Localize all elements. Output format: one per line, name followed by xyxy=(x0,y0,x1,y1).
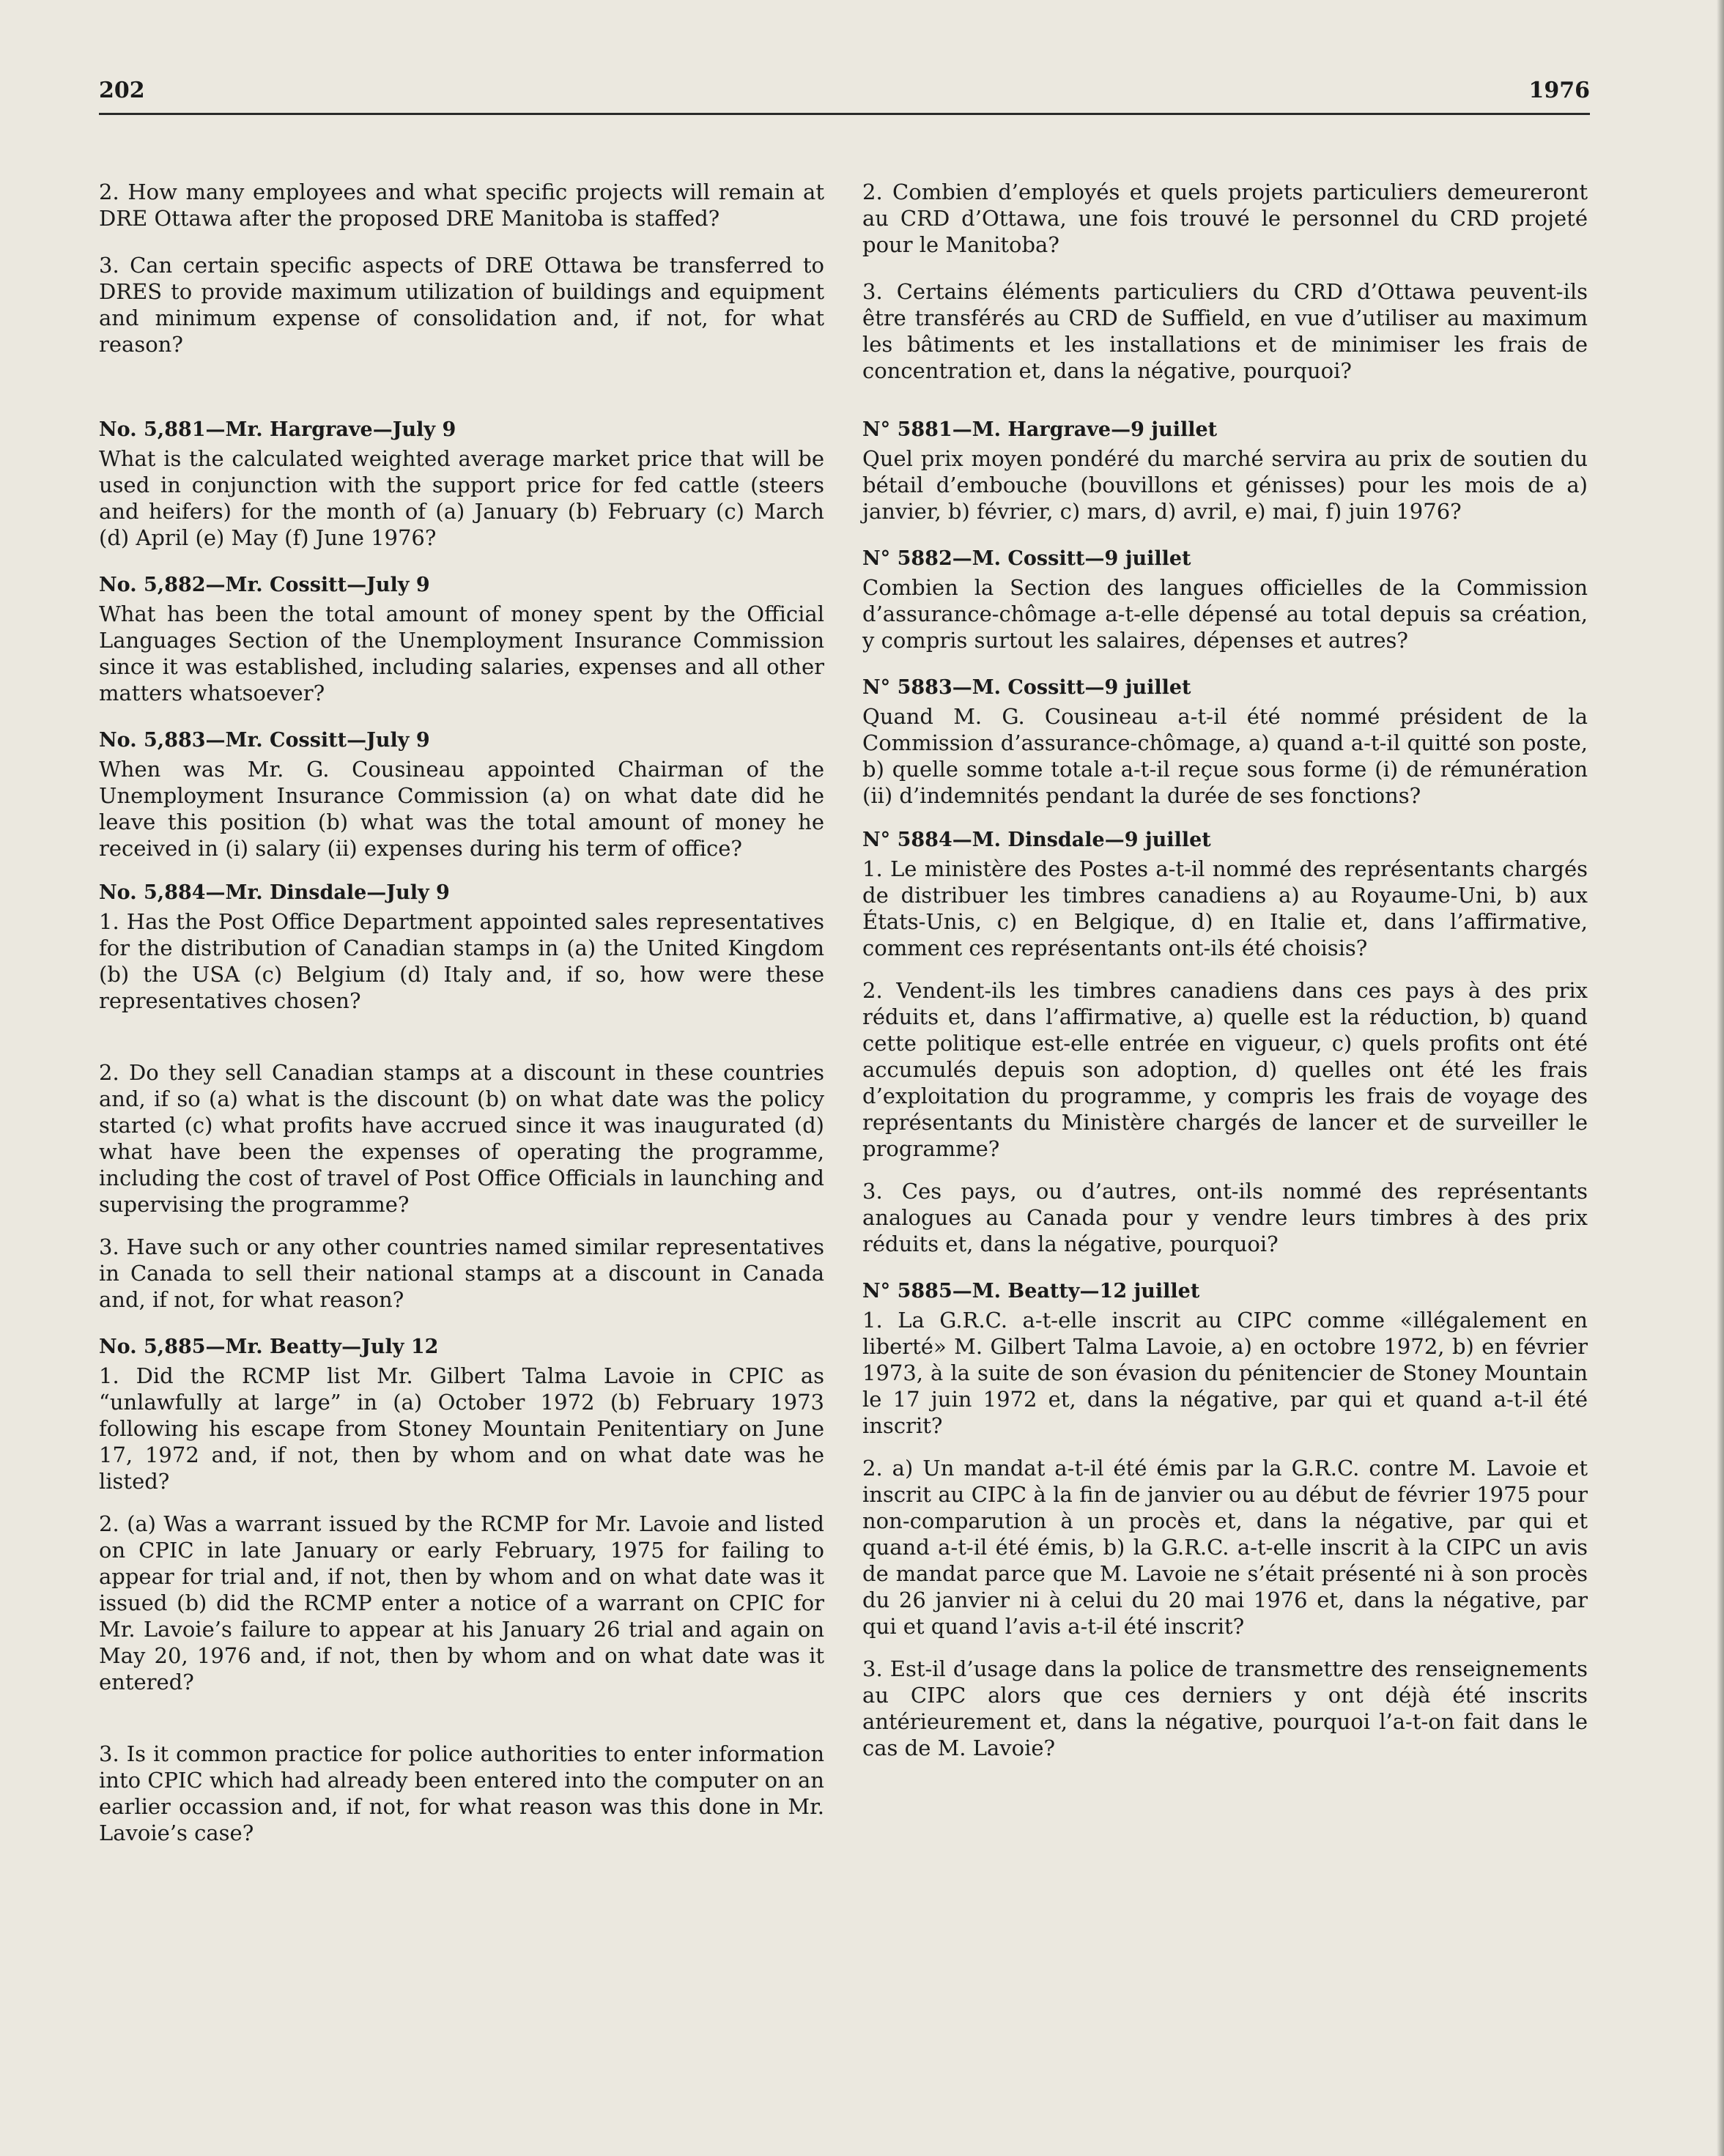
fr-q5883-heading: N° 5883—M. Cossitt—9 juillet xyxy=(862,676,1191,699)
fr-q5880-part3: 3. Certains éléments particuliers du CRD d’Ottawa peuvent-ils être transférés au CRD de Suffield, en vue d’utiliser au maximum les bâtiments et les installations et de minimiser les frais de concentration et, dans la négative, pourquoi? xyxy=(862,279,1588,383)
en-q5881-heading: No. 5,881—Mr. Hargrave—July 9 xyxy=(99,418,456,441)
en-q5885-part2: 2. (a) Was a warrant issued by the RCMP for Mr. Lavoie and listed on CPIC in late January or early February, 1975 for failing to appear for trial and, if not, then by whom and on what date was it issued (b) did the RCMP enter a notice of a warrant on CPIC for Mr. Lavoie’s failure to appear at his January 26 trial and again on May 20, 1976 and, if not, then by whom and on what date was it entered? xyxy=(99,1511,824,1694)
fr-q5884-heading: N° 5884—M. Dinsdale—9 juillet xyxy=(862,829,1211,851)
en-q5880-part2: 2. How many employees and what specific projects will remain at DRE Ottawa after the proposed DRE Manitoba is staffed? xyxy=(99,179,824,231)
page-header xyxy=(99,78,1590,115)
fr-q5881-heading: N° 5881—M. Hargrave—9 juillet xyxy=(862,418,1218,441)
en-q5880-part3: 3. Can certain specific aspects of DRE Ottawa be transferred to DRES to provide maximum utilization of buildings and equipment and minimum expense of consolidation and, if not, for what reason? xyxy=(99,253,824,357)
fr-q5884-part1: 1. Le ministère des Postes a-t-il nommé des représentants chargés de distribuer les timbres canadiens a) au Royaume-Uni, b) aux États-Unis, c) en Belgique, d) en Italie et, dans l’affirmative, comment ces représentants ont-ils été choisis? xyxy=(862,856,1588,960)
page-number: 202 xyxy=(99,78,145,103)
en-q5884-part2: 2. Do they sell Canadian stamps at a discount in these countries and, if so (a) what is the discount (b) on what date was the policy started (c) what profits have accrued since it was inaugurated (d) what have been the expenses of operating the programme, including the cost of travel of Post Office Officials in launching and supervising the programme? xyxy=(99,1060,824,1217)
fr-q5882-text: Combien la Section des langues officielles de la Commission d’assurance-chômage a-t-elle dépensé au total depuis sa création, y compris surtout les salaires, dépenses et autres? xyxy=(862,575,1588,653)
en-q5885-part1: 1. Did the RCMP list Mr. Gilbert Talma Lavoie in CPIC as “unlawfully at large” in (a) October 1972 (b) February 1973 following his escape from Stoney Mountain Penitentiary on June 17, 1972 and, if not, then by whom and on what date was he listed? xyxy=(99,1363,824,1494)
fr-q5883-text: Quand M. G. Cousineau a-t-il été nommé président de la Commission d’assurance-chômage, a) quand a-t-il quitté son poste, b) quelle somme totale a-t-il reçue sous forme (i) de rémunération (ii) d’indemnités pendant la durée de ses fonctions? xyxy=(862,704,1588,808)
english-column xyxy=(99,179,824,1846)
en-q5883-text: When was Mr. G. Cousineau appointed Chairman of the Unemployment Insurance Commission (a) on what date did he leave this position (b) what was the total amount of money he received in (i) salary (ii) expenses during his term of office? xyxy=(99,757,824,861)
en-q5882-text: What has been the total amount of money spent by the Official Languages Section of the Unemployment Insurance Commission since it was established, including salaries, expenses and all other matters whatsoever? xyxy=(99,601,824,705)
en-q5884-part1: 1. Has the Post Office Department appointed sales representatives for the distribution of Canadian stamps in (a) the United Kingdom (b) the USA (c) Belgium (d) Italy and, if so, how were these representatives chosen? xyxy=(99,909,824,1013)
fr-q5884-part2: 2. Vendent-ils les timbres canadiens dans ces pays à des prix réduits et, dans l’affirmative, a) quelle est la réduction, b) quand cette politique est-elle entrée en vigueur, c) quels profits ont été accumulés depuis son adoption, d) quelles ont été les frais d’exploitation du programme, y compris les frais de voyage des représentants du Ministère chargés de lancer et de surveiller le programme? xyxy=(862,978,1588,1161)
fr-q5885-heading: N° 5885—M. Beatty—12 juillet xyxy=(862,1280,1200,1303)
page-edge-shadow xyxy=(1717,0,1724,2156)
fr-q5885-part1: 1. La G.R.C. a-t-elle inscrit au CIPC comme «illégalement en liberté» M. Gilbert Talma Lavoie, a) en octobre 1972, b) en février 1973, à la suite de son évasion du pénitencier de Stoney Mountain le 17 juin 1972 et, dans la négative, par qui et quand a-t-il été inscrit? xyxy=(862,1308,1588,1438)
french-column xyxy=(862,179,1588,1761)
fr-q5885-part2: 2. a) Un mandat a-t-il été émis par la G.R.C. contre M. Lavoie et inscrit au CIPC à la fin de janvier ou au début de février 1975 pour non-comparution à un procès et, dans la négative, par qui et quand a-t-il été émis, b) la G.R.C. a-t-elle inscrit à la CIPC un avis de mandat parce que M. Lavoie ne s’était présenté ni à son procès du 26 janvier ni à celui du 20 mai 1976 et, dans la négative, par qui et quand l’avis a-t-il été inscrit? xyxy=(862,1456,1588,1639)
en-q5883-heading: No. 5,883—Mr. Cossitt—July 9 xyxy=(99,729,430,752)
fr-q5882-heading: N° 5882—M. Cossitt—9 juillet xyxy=(862,547,1191,570)
en-q5885-part3: 3. Is it common practice for police authorities to enter information into CPIC which had already been entered into the computer on an earlier occassion and, if not, for what reason was this done in Mr. Lavoie’s case? xyxy=(99,1741,824,1845)
en-q5881-text: What is the calculated weighted average market price that will be used in conjunction with the support price for fed cattle (steers and heifers) for the month of (a) January (b) February (c) March (d) April (e) May (f) June 1976? xyxy=(99,446,824,550)
fr-q5881-text: Quel prix moyen pondéré du marché servira au prix de soutien du bétail d’embouche (bouvillons et génisses) pour les mois de a) janvier, b) février, c) mars, d) avril, e) mai, f) juin 1976? xyxy=(862,446,1588,524)
fr-q5884-part3: 3. Ces pays, ou d’autres, ont-ils nommé des représentants analogues au Canada pour y vendre leurs timbres à des prix réduits et, dans la négative, pourquoi? xyxy=(862,1179,1588,1256)
en-q5884-part3: 3. Have such or any other countries named similar representatives in Canada to sell their national stamps at a discount in Canada and, if not, for what reason? xyxy=(99,1234,824,1312)
fr-q5885-part3: 3. Est-il d’usage dans la police de transmettre des renseignements au CIPC alors que ces derniers y ont déjà été inscrits antérieurement et, dans la négative, pourquoi l’a-t-on fait dans le cas de M. Lavoie? xyxy=(862,1656,1588,1760)
en-q5882-heading: No. 5,882—Mr. Cossitt—July 9 xyxy=(99,574,430,596)
fr-q5880-part2: 2. Combien d’employés et quels projets particuliers demeureront au CRD d’Ottawa, une fois trouvé le personnel du CRD projeté pour le Manitoba? xyxy=(862,179,1588,257)
en-q5885-heading: No. 5,885—Mr. Beatty—July 12 xyxy=(99,1336,439,1358)
en-q5884-heading: No. 5,884—Mr. Dinsdale—July 9 xyxy=(99,881,450,904)
page-year: 1976 xyxy=(1528,78,1590,103)
